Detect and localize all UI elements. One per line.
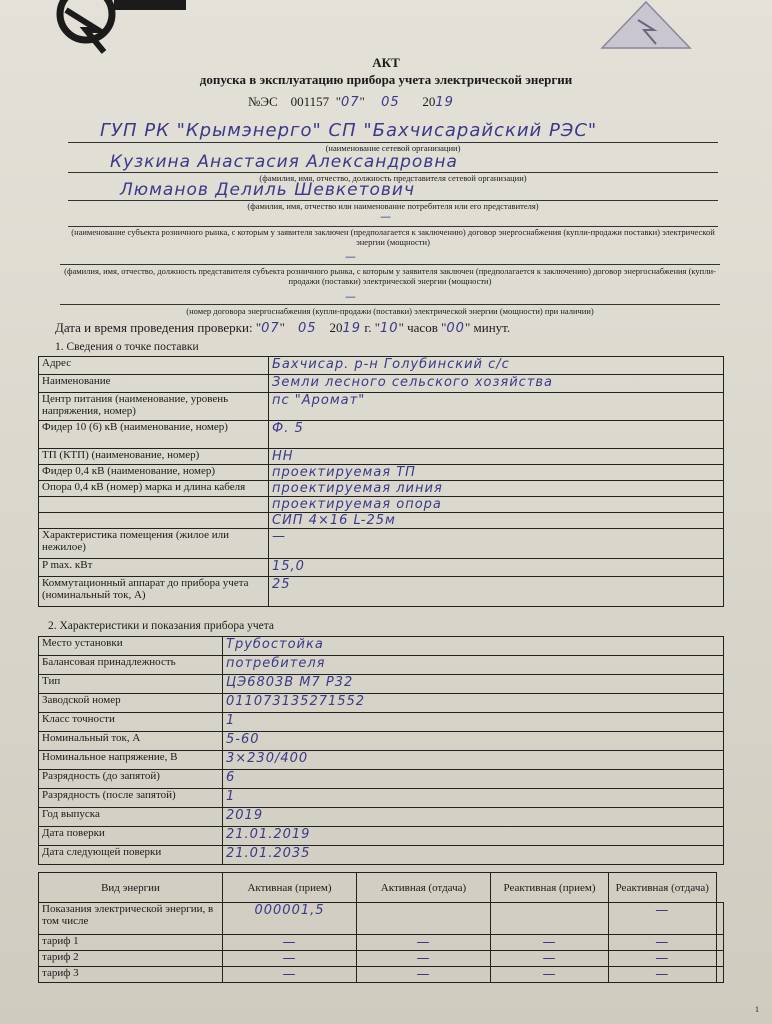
section1-label: Опора 0,4 кВ (номер) марка и длина кабеля xyxy=(39,481,269,497)
energy-header: Вид энергии xyxy=(39,873,223,903)
energy-value: — xyxy=(223,935,357,951)
consumer-caption: (фамилия, имя, отчество или наименование потребителя или его представителя) xyxy=(247,201,539,211)
section1-row xyxy=(39,393,724,421)
section1-row xyxy=(39,481,724,497)
section2-row xyxy=(39,789,724,808)
org-caption: (наименование сетевой организации) xyxy=(325,143,461,153)
energy-header: Активная (прием) xyxy=(223,873,357,903)
section1-row xyxy=(39,375,724,393)
section1-label: Адрес xyxy=(39,357,269,375)
rep-value: Кузкина Анастасия Александровна xyxy=(110,152,458,172)
section1-title: 1. Сведения о точке поставки xyxy=(55,341,199,353)
section2-row xyxy=(39,808,724,827)
check-datetime-row: Дата и время проведения проверки: "07" 05 2019 г. "10" часов "00" минут. xyxy=(55,320,511,336)
energy-label: тариф 3 xyxy=(39,967,223,983)
section2-label: Дата поверки xyxy=(39,827,223,846)
doc-subtitle: допуска в эксплуатацию прибора учета электрической энергии xyxy=(199,72,573,87)
contract-line xyxy=(60,304,720,305)
section2-value: 21.01.2035 xyxy=(223,846,724,865)
contract-caption: (номер договора энергоснабжения (купли-продажи (поставки) электрической энергии (мощности) при наличии) xyxy=(186,306,594,316)
check-hours-label: часов xyxy=(407,320,438,335)
section2-table xyxy=(38,636,724,865)
subject-value: — xyxy=(380,210,392,223)
energy-value: — xyxy=(491,967,609,983)
section2-value: 5-60 xyxy=(223,732,724,751)
section2-label: Номинальное напряжение, В xyxy=(39,751,223,770)
section2-label: Год выпуска xyxy=(39,808,223,827)
section2-row xyxy=(39,846,724,865)
energy-value-empty xyxy=(716,967,724,983)
check-label: Дата и время проведения проверки: xyxy=(55,320,253,335)
section2-row xyxy=(39,827,724,846)
act-number-prefix: №ЭС xyxy=(248,94,278,109)
section2-value: ЦЭ6803В М7 Р32 xyxy=(223,675,724,694)
section1-row xyxy=(39,497,724,513)
section1-row xyxy=(39,465,724,481)
energy-table xyxy=(38,872,724,983)
section2-value: 3×230/400 xyxy=(223,751,724,770)
section1-row xyxy=(39,529,724,559)
section2-row xyxy=(39,713,724,732)
act-year: 19 xyxy=(435,95,454,110)
section1-table xyxy=(38,356,724,607)
section2-value: 1 xyxy=(223,713,724,732)
doc-title: АКТ xyxy=(372,55,400,70)
energy-value: — xyxy=(223,967,357,983)
energy-row xyxy=(39,935,724,951)
section1-value: — xyxy=(269,529,724,559)
section2-value: Трубостойка xyxy=(223,637,724,656)
energy-value: — xyxy=(491,935,609,951)
check-year-suffix: г. xyxy=(364,320,372,335)
energy-label: Показания электрической энергии, в том числе xyxy=(39,903,223,935)
energy-row xyxy=(39,951,724,967)
section2-value: 1 xyxy=(223,789,724,808)
consumer-value: Люманов Делиль Шевкетович xyxy=(120,180,416,200)
section1-value: 25 xyxy=(269,577,724,607)
section2-value: потребителя xyxy=(223,656,724,675)
section2-label: Дата следующей поверки xyxy=(39,846,223,865)
energy-row xyxy=(39,967,724,983)
section1-label: Фидер 10 (6) кВ (наименование, номер) xyxy=(39,421,269,449)
section2-value: 011073135271552 xyxy=(223,694,724,713)
energy-row xyxy=(39,903,724,935)
section1-label: Центр питания (наименование, уровень напряжения, номер) xyxy=(39,393,269,421)
section2-label: Балансовая принадлежность xyxy=(39,656,223,675)
rep-caption: (фамилия, имя, отчество, должность представителя сетевой организации) xyxy=(259,173,527,183)
hologram-stamp xyxy=(598,0,694,52)
energy-value: — xyxy=(357,967,491,983)
section1-value: проектируемая линия xyxy=(269,481,724,497)
section1-label xyxy=(39,513,269,529)
check-day: 07 xyxy=(261,321,280,336)
energy-value: — xyxy=(609,967,717,983)
energy-header: Реактивная (прием) xyxy=(491,873,609,903)
section1-value: пс "Аромат" xyxy=(269,393,724,421)
energy-value-empty xyxy=(716,935,724,951)
subject-rep-value: — xyxy=(345,250,357,263)
check-hour: 10 xyxy=(380,321,399,336)
act-year-prefix: 20 xyxy=(422,94,436,109)
section2-row xyxy=(39,694,724,713)
page-number: 1 xyxy=(755,1005,759,1014)
section1-label: Коммутационный аппарат до прибора учета (номинальный ток, А) xyxy=(39,577,269,607)
act-number: 001157 xyxy=(290,94,330,109)
section2-row xyxy=(39,675,724,694)
subject-rep-line xyxy=(60,264,720,265)
section2-row xyxy=(39,656,724,675)
energy-value: — xyxy=(609,935,717,951)
section2-value: 2019 xyxy=(223,808,724,827)
energy-value xyxy=(491,903,609,935)
section1-row xyxy=(39,559,724,577)
energy-value: — xyxy=(357,935,491,951)
section1-label: ТП (КТП) (наименование, номер) xyxy=(39,449,269,465)
section1-row xyxy=(39,577,724,607)
section1-value: СИП 4×16 L-25м xyxy=(269,513,724,529)
check-minute: 00 xyxy=(446,321,465,336)
section1-label: Фидер 0,4 кВ (наименование, номер) xyxy=(39,465,269,481)
subject-caption: (наименование субъекта розничного рынка, с которым у заявителя заключен (предполагается к заключению) договор энергоснабжения (купли-продажи поставки) электрической энергии (мощности) xyxy=(71,227,715,247)
section1-label: Характеристика помещения (жилое или нежилое) xyxy=(39,529,269,559)
section2-value: 6 xyxy=(223,770,724,789)
energy-value-empty xyxy=(716,903,724,935)
energy-value: — xyxy=(223,951,357,967)
energy-value-empty xyxy=(716,951,724,967)
section1-row xyxy=(39,421,724,449)
section1-value: проектируемая опора xyxy=(269,497,724,513)
check-year-prefix: 20 xyxy=(329,320,343,335)
section2-row xyxy=(39,637,724,656)
section1-value: Земли лесного сельского хозяйства xyxy=(269,375,724,393)
subject-rep-caption: (фамилия, имя, отчество, должность представителя субъекта розничного рынка, с которым у заявителя заключен (предполагается к заключению) договор энергоснабжения (купли-продажи (поставки) электрической энергии (мощности) xyxy=(64,266,716,286)
section1-value: Ф. 5 xyxy=(269,421,724,449)
section2-label: Разрядность (до запятой) xyxy=(39,770,223,789)
section2-label: Место установки xyxy=(39,637,223,656)
section1-value: НН xyxy=(269,449,724,465)
energy-label: тариф 2 xyxy=(39,951,223,967)
section2-row xyxy=(39,751,724,770)
krymenergo-logo xyxy=(46,0,186,58)
section2-label: Разрядность (после запятой) xyxy=(39,789,223,808)
energy-label: тариф 1 xyxy=(39,935,223,951)
section1-label: Наименование xyxy=(39,375,269,393)
contract-value: — xyxy=(345,290,357,303)
section2-title: 2. Характеристики и показания прибора учета xyxy=(48,620,275,632)
org-value: ГУП РК "Крымэнерго" СП "Бахчисарайский РЭС" xyxy=(100,120,598,141)
energy-value xyxy=(357,903,491,935)
section2-row xyxy=(39,770,724,789)
act-month: 05 xyxy=(381,95,400,110)
section1-label: P max. кВт xyxy=(39,559,269,577)
section1-value: Бахчисар. р-н Голубинский с/с xyxy=(269,357,724,375)
energy-value: — xyxy=(491,951,609,967)
energy-value: 000001,5 xyxy=(223,903,357,935)
section1-row xyxy=(39,513,724,529)
section1-label xyxy=(39,497,269,513)
section2-label: Тип xyxy=(39,675,223,694)
section1-value: проектируемая ТП xyxy=(269,465,724,481)
energy-value: — xyxy=(357,951,491,967)
energy-header: Реактивная (отдача) xyxy=(609,873,717,903)
energy-header: Активная (отдача) xyxy=(357,873,491,903)
section2-value: 21.01.2019 xyxy=(223,827,724,846)
act-day: 07 xyxy=(341,95,360,110)
energy-value: — xyxy=(609,903,717,935)
section2-label: Номинальный ток, А xyxy=(39,732,223,751)
section1-row xyxy=(39,449,724,465)
energy-value: — xyxy=(609,951,717,967)
section2-row xyxy=(39,732,724,751)
check-minutes-label: минут. xyxy=(473,320,511,335)
section1-row xyxy=(39,357,724,375)
check-month: 05 xyxy=(297,321,317,336)
section2-label: Заводской номер xyxy=(39,694,223,713)
section1-value: 15,0 xyxy=(269,559,724,577)
check-year: 19 xyxy=(342,321,362,336)
act-number-row: №ЭС 001157 "07" 05 2019 xyxy=(248,94,454,110)
section2-label: Класс точности xyxy=(39,713,223,732)
